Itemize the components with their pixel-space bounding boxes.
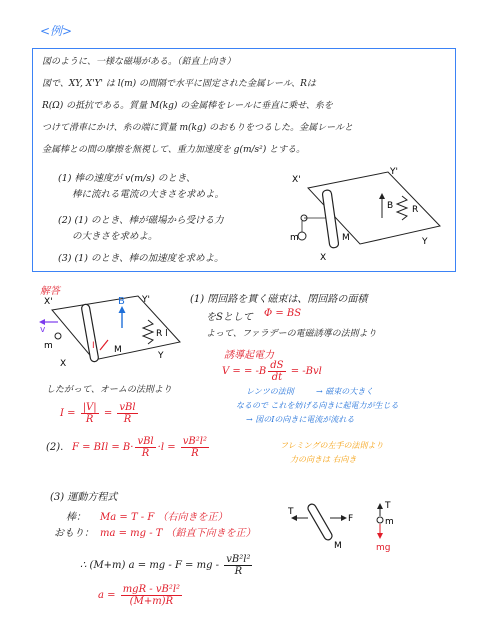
- bar-sketch: [307, 503, 334, 542]
- f-lhs: F = BIl = B·: [72, 442, 134, 453]
- s3-title: (3) 運動方程式: [50, 492, 118, 503]
- s1-line3: よって、ファラデーの電磁誘導の法則より: [206, 329, 377, 339]
- lenz-1: レンツの法則: [246, 387, 294, 396]
- current-equation: [60, 402, 140, 425]
- a-frac-den: (M+m)R: [129, 596, 174, 607]
- resistor-symbol-2: [143, 320, 153, 344]
- s1-line1: (1) 閉回路を貫く磁束は、閉回路の面積: [190, 294, 368, 305]
- fig2-m-small: m: [44, 341, 53, 351]
- emf-fraction: [268, 360, 285, 383]
- emf-mid: = -B: [243, 366, 267, 377]
- f-mid: ·l =: [157, 442, 179, 453]
- label-m-big: M: [342, 233, 350, 243]
- i-frac2-num: vBl: [119, 402, 136, 413]
- t2-arrowhead: [377, 503, 383, 509]
- f-frac1: [135, 436, 155, 459]
- emf-frac-den: dt: [271, 372, 283, 383]
- s2-num: (2).: [46, 442, 64, 453]
- lenz-3: なるので これを妨げる向きに起電力が生じる: [236, 401, 399, 410]
- force-t-label: T: [288, 507, 294, 517]
- force-m-label: M: [334, 541, 342, 551]
- a-frac-num: mgR - vB²l²: [122, 584, 181, 595]
- emf-frac-num: dS: [270, 360, 284, 371]
- metal-bar-2: [81, 304, 99, 363]
- fig2-rl: R l: [156, 329, 168, 339]
- combined-equation: [80, 554, 254, 577]
- i-frac2-den: R: [123, 414, 132, 425]
- force-diagram: [288, 496, 398, 556]
- i-eq: =: [100, 408, 116, 419]
- a-lhs: a =: [98, 590, 119, 601]
- emf-equation: [222, 360, 322, 383]
- problem-line-4: つけて滑車にかけ、糸の端に質量 m(kg) のおもりをつるした。金属レールと: [42, 123, 353, 133]
- question-1b: 棒に流れる電流の大きさを求めよ。: [72, 189, 225, 200]
- lenz-4: → 図のIの向きに電流が流れる: [246, 415, 355, 424]
- kaitou-heading: 解答: [40, 286, 60, 297]
- fig2-x-prime: X': [44, 297, 53, 307]
- eq-bar: Ma = T - F （右向きを正）: [100, 512, 228, 523]
- f-arrowhead: [341, 515, 347, 521]
- eq-bar-label: 棒：: [66, 512, 86, 523]
- eq-weight: ma = mg - T （鉛直下向きを正）: [100, 528, 256, 539]
- question-2b: の大きさを求めよ。: [72, 231, 158, 242]
- fig2-y: Y: [158, 351, 164, 361]
- problem-line-5: 金属棒との間の摩擦を無視して、重力加速度を g(m/s²) とする。: [42, 145, 306, 155]
- f-frac2-den: R: [191, 448, 199, 459]
- fleming-1: フレミングの左手の法則より: [280, 441, 384, 450]
- pulley-2: [55, 333, 61, 339]
- problem-line-1: 図のように、一様な磁場がある。（鉛直上向き）: [42, 57, 236, 67]
- a-frac: [121, 584, 182, 607]
- label-y-prime: Y': [390, 167, 398, 177]
- label-m-small: m: [290, 233, 299, 243]
- fig2-i: I: [92, 341, 95, 351]
- resistor-symbol: [397, 196, 407, 220]
- ohm-text: したがって、オームの法則より: [46, 385, 172, 395]
- combined-frac-num: vB²l²: [226, 554, 251, 565]
- example-label: <例>: [40, 24, 73, 38]
- label-r: R: [412, 205, 419, 215]
- fig2-x: X: [60, 359, 67, 369]
- i-frac2: [117, 402, 137, 425]
- i-frac1-den: R: [85, 414, 94, 425]
- fig2-m-big: M: [114, 345, 122, 355]
- f-frac1-num: vBl: [137, 436, 154, 447]
- phi-equation: Φ = BS: [264, 308, 302, 319]
- emf-rhs: = -Bvl: [287, 366, 322, 377]
- i-frac1: [81, 402, 99, 425]
- problem-line-3: R(Ω) の抵抗である。質量 M(kg) の金属棒をレールに垂直に乗せ、糸を: [42, 101, 333, 111]
- f-frac2: [181, 436, 209, 459]
- combined-frac: [224, 554, 252, 577]
- weight-circle: [298, 232, 306, 240]
- question-3: (3) (1) のとき、棒の加速度を求めよ。: [58, 253, 224, 264]
- force-m2-label: m: [385, 517, 394, 527]
- question-2a: (2) (1) のとき、棒が磁場から受ける力: [58, 215, 224, 226]
- emf-title: 誘導起電力: [224, 350, 274, 361]
- s1-line2: をSとして: [206, 312, 253, 323]
- b-arrowhead: [379, 193, 385, 199]
- emf-lhs: V =: [222, 366, 244, 377]
- label-b: B: [387, 201, 394, 211]
- acceleration-equation: [98, 584, 184, 607]
- label-x: X: [320, 253, 327, 263]
- i-frac1-num: |V|: [82, 402, 97, 413]
- label-y: Y: [422, 237, 428, 247]
- i-lhs: I =: [60, 408, 79, 419]
- fig2-b: B: [118, 296, 125, 307]
- fig2-v: v: [40, 325, 46, 335]
- combined-lhs: ∴ (M+m) a = mg - F = mg -: [80, 560, 223, 571]
- problem-line-2: 図で、XY, X'Y' は l(m) の間隔で水平に固定された金属レール、Rは: [42, 79, 316, 89]
- problem-figure: [290, 166, 452, 268]
- force-equation: [72, 436, 211, 459]
- f-frac2-num: vB²l²: [182, 436, 207, 447]
- b-arrowhead-2: [119, 306, 126, 313]
- lenz-2: → 磁束の大きく: [316, 387, 374, 396]
- combined-frac-den: R: [234, 566, 243, 577]
- current-arrow: [100, 340, 108, 350]
- mg-arrowhead: [377, 533, 383, 539]
- fig2-y-prime: Y': [142, 295, 150, 305]
- force-f-label: F: [348, 514, 354, 524]
- fleming-2: 力の向きは 右向き: [290, 455, 357, 464]
- force-mg-label: mg: [376, 543, 391, 553]
- label-x-prime: X': [292, 175, 301, 185]
- solution-figure: [38, 292, 188, 370]
- question-1a: (1) 棒の速度が v(m/s) のとき、: [58, 173, 196, 184]
- eq-weight-label: おもり：: [54, 528, 94, 539]
- f-frac1-den: R: [141, 448, 150, 459]
- force-t2-label: T: [385, 501, 391, 511]
- weight-sketch: [377, 517, 383, 523]
